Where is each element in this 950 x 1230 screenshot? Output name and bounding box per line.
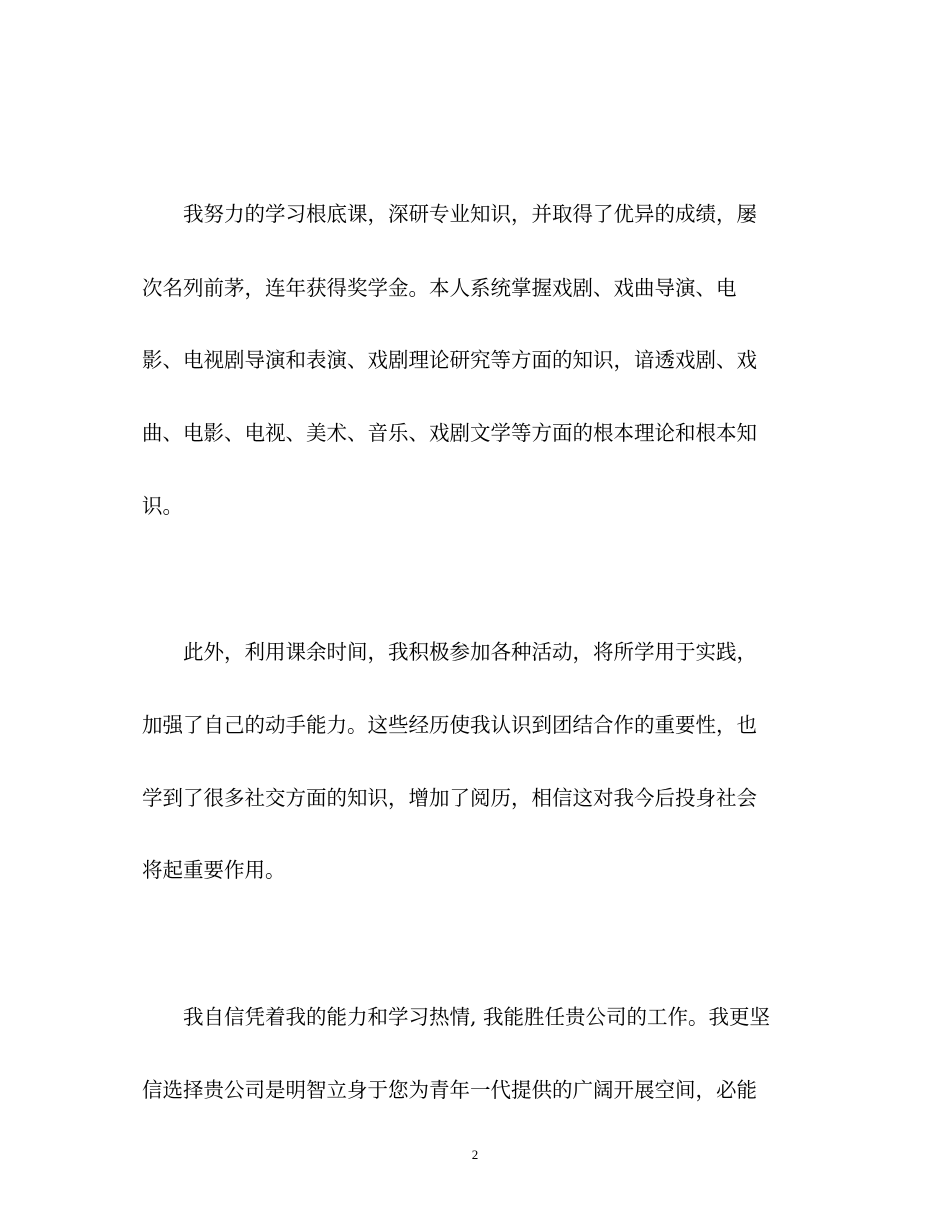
paragraph-3-line-1: 我自信凭着我的能力和学习热情, 我能胜任贵公司的工作。我更坚 (183, 1005, 771, 1029)
paragraph-2-line-1: 此外，利用课余时间，我积极参加各种活动，将所学用于实践， (183, 640, 757, 664)
paragraph-1-line-4: 曲、电影、电视、美术、音乐、戏剧文学等方面的根本理论和根本知 (142, 421, 757, 445)
paragraph-2-line-2: 加强了自己的动手能力。这些经历使我认识到团结合作的重要性，也 (142, 713, 757, 737)
paragraph-1-line-2: 次名列前茅，连年获得奖学金。本人系统掌握戏剧、戏曲导演、电 (142, 276, 737, 300)
paragraph-1-line-1: 我努力的学习根底课，深研专业知识，并取得了优异的成绩，屡 (183, 202, 757, 226)
paragraph-2-line-4: 将起重要作用。 (142, 858, 286, 882)
paragraph-1-line-5: 识。 (142, 494, 183, 518)
page-number: 2 (471, 1147, 479, 1162)
paragraph-1-line-3: 影、电视剧导演和表演、戏剧理论研究等方面的知识，谙透戏剧、戏 (142, 348, 757, 372)
paragraph-2-line-3: 学到了很多社交方面的知识，增加了阅历，相信这对我今后投身社会 (142, 786, 757, 810)
paragraph-3-line-2: 信选择贵公司是明智立身于您为青年一代提供的广阔开展空间，必能 (142, 1078, 757, 1102)
